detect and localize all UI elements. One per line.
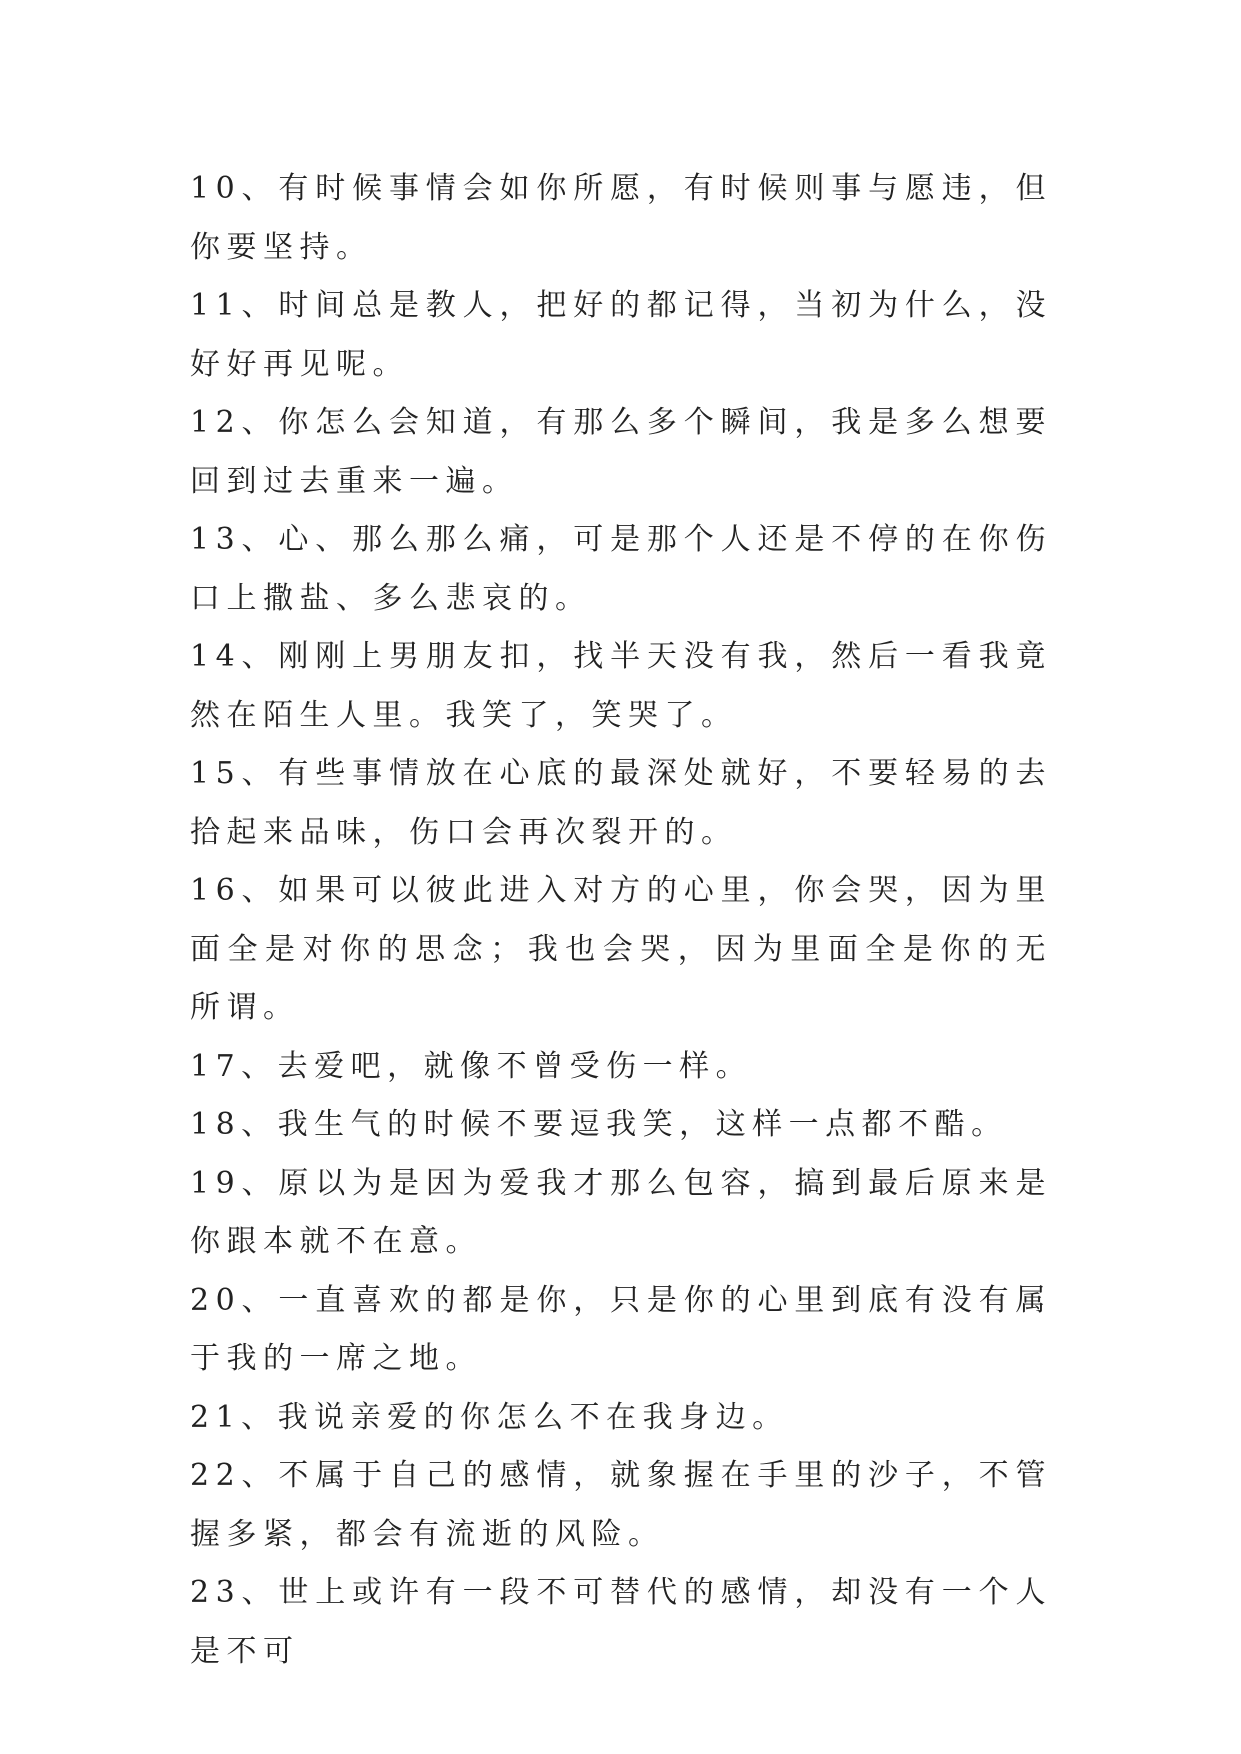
paragraph-20: 20、一直喜欢的都是你，只是你的心里到底有没有属于我的一席之地。 (190, 1282, 1052, 1376)
paragraph-10: 10、有时候事情会如你所愿，有时候则事与愿违，但你要坚持。 (190, 171, 1052, 265)
paragraph-12: 12、你怎么会知道，有那么多个瞬间，我是多么想要回到过去重来一遍。 (190, 405, 1052, 499)
document-body (190, 160, 1052, 1681)
paragraph-23: 23、世上或许有一段不可替代的感情，却没有一个人是不可 (190, 1575, 1052, 1669)
paragraph-16: 16、如果可以彼此进入对方的心里，你会哭，因为里面全是对你的思念；我也会哭，因为里面全是你的无所谓。 (190, 873, 1052, 1025)
paragraph-22: 22、不属于自己的感情，就象握在手里的沙子，不管握多紧，都会有流逝的风险。 (190, 1458, 1052, 1552)
paragraph-15: 15、有些事情放在心底的最深处就好，不要轻易的去拾起来品味，伤口会再次裂开的。 (190, 756, 1052, 850)
paragraph-13: 13、心、那么那么痛，可是那个人还是不停的在你伤口上撒盐、多么悲哀的。 (190, 522, 1052, 616)
paragraph-11: 11、时间总是教人，把好的都记得，当初为什么，没好好再见呢。 (190, 288, 1052, 382)
paragraph-14: 14、刚刚上男朋友扣，找半天没有我，然后一看我竟然在陌生人里。我笑了，笑哭了。 (190, 639, 1052, 733)
paragraph-19: 19、原以为是因为爱我才那么包容，搞到最后原来是你跟本就不在意。 (190, 1165, 1052, 1259)
paragraph-21: 21、我说亲爱的你怎么不在我身边。 (190, 1399, 789, 1435)
paragraph-18: 18、我生气的时候不要逗我笑，这样一点都不酷。 (190, 1107, 1008, 1142)
paragraph-17: 17、去爱吧，就像不曾受伤一样。 (190, 1048, 753, 1084)
